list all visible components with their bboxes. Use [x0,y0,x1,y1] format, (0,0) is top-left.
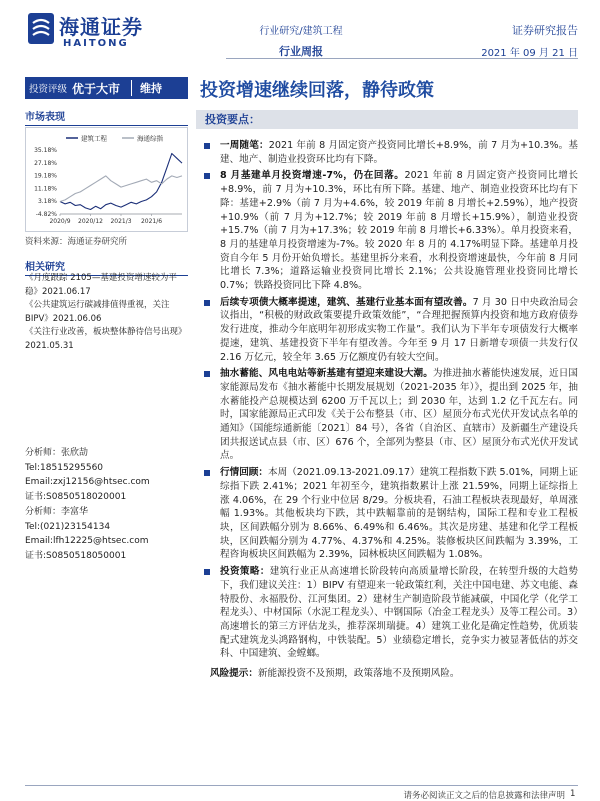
key-point-item [196,367,578,463]
related-research-heading: 相关研究 [25,258,188,276]
key-point-item [196,296,578,365]
key-points-heading: 投资要点： [196,110,578,129]
logo-chinese-text: 海通证券 [59,15,143,39]
key-point-body: 2021 年前 8 月固定资产投资同比增长+8.9%，前 7 月为+10.3%。基建、地产、制造业投资环比均有下降。 [220,140,578,165]
analyst-tel: Tel:18515295560 [25,462,104,473]
analyst-email[interactable]: Email:zxj12156@htsec.com [25,477,150,488]
report-date: 2021 年 09 月 21 日 [481,48,578,59]
rating-action: 维持 [131,80,162,96]
bullet-square-icon [204,371,210,377]
related-item[interactable]: 《关注行业改善，板块整体静待信号出现》2021.05.31 [25,327,187,351]
analyst-name: 分析师：李富华 [25,506,89,517]
legend-label-1: 建筑工程 [81,134,107,143]
y-tick-label: 3.18% [37,198,57,206]
x-tick-label: 2020/12 [78,218,103,225]
y-tick-label: 35.18% [34,147,57,154]
report-title: 投资增速继续回落，静待政策 [200,80,434,101]
key-point-body: 为推进抽水蓄能快速发展，近日国家能源局发布《抽水蓄能中长期发展规划（2021-2035 年）》，提出到 2025 年，抽水蓄能投产总规模达到 6200 万千瓦以上；到 2030 年，达到 1.2 亿千瓦左右。同时，国家能源局正式印发《关于公布整县（市、区）屋顶分布式光伏开发试点名单的通知》（国能综通新能〔2021〕84 号），各省（自治区、直辖市）及新疆生产建设兵团共报送试点县（市、区）676 个，全部列为整县（市、区）屋顶分布式光伏开发试点。 [220,368,579,462]
rating-banner [25,77,188,99]
y-tick-label: -4.82% [35,211,57,218]
related-research-list [25,272,188,353]
report-type: 行业周报 [279,45,323,58]
bullet-square-icon [204,300,210,306]
key-point-item [196,565,578,661]
analyst-cert: 证书:S0850518020001 [25,492,127,503]
key-point-body: 7 月 30 日中央政治局会议指出，“积极的财政政策要提升政策效能”，“合理把握预算内投资和地方政府债券发行进度，推动今年底明年初形成实物工作量”。我们认为下半年专项债发行大概率提速，建筑、基建投资下半年有望改善。今年至 9 月 17 日新增专项债一共发行仅 2.16 万亿元，较全年 3.65 万亿额度仍有较大空间。 [220,296,578,363]
risk-lead: 风险提示： [210,668,258,680]
page-number: 1 [570,789,576,799]
related-item[interactable]: 《公共建筑运行碳减排值得重视，关注 BIPV》2021.06.06 [25,300,170,324]
analyst-cert: 证书:S0850518050001 [25,550,127,561]
legend-label-2: 海通综指 [137,134,163,143]
haitong-logo [28,10,143,54]
series-line-2 [60,176,182,202]
y-tick-label: 27.18% [34,159,57,167]
analyst-email[interactable]: Email:lfh12225@htsec.com [25,536,149,547]
footer-disclaimer: 请务必阅读正文之后的信息披露和法律声明 [403,791,565,801]
key-point-lead: 投资策略： [220,566,270,578]
key-point-lead: 行情回顾： [220,467,268,479]
key-point-body: 本周（2021.09.13-2021.09.17）建筑工程指数下跌 5.01%，同期上证综指下跌 2.41%；2021 年初至今，建筑指数累计上涨 21.59%，同期上证综指上涨 4.06%，在 29 个行业中位居 8/29。分板块看，石油工程板块表现最好，单周涨幅 1.93%。其他板块均下跌，其中跌幅靠前的是钢结构，国际工程和专业工程板块，区间跌幅分别为 8.66%、6.49%和 6.46%。其次是房建、基建和化学工程板块，区间跌幅分别为 4.77%、4.37%和 4.25%。装修板块区间跌幅为 3.39%，工程咨询板块区间跌幅为 2.39%，园林板块区间跌幅为 1.08%。 [220,467,579,561]
key-point-lead: 后续专项债大概率提速，建筑、基建行业基本面有望改善。 [220,296,473,308]
related-item[interactable]: 《月度跟踪 2105—基建投资增速较为平稳》2021.06.17 [25,273,177,297]
bullet-square-icon [204,173,210,179]
bullet-square-icon [204,143,210,149]
analyst-contacts [25,446,188,564]
logo-english-text: HAITONG [63,38,129,49]
key-point-body: 2021 年前 8 月固定资产投资同比增长+8.9%，前 7 月为+10.3%，环比有所下降。基建、地产、制造业投资环比均有下降：基建+2.9%（前 7 月为+4.6%，较 2019 年前 8 月增长+2.59%），地产投资+10.9%（前 7 月为+12.7%；较 2019 年前 8 月增长+15.9%），制造业投资+15.7%（前 7 月为+17.3%；较 2019 年前 8 月增长+6.33%）。单月投资来看，8 月的基建单月投资增速为-7%。较 2020 年 8 月的 4.17%明显下降。基建单月投资自今年 5 月份开始负增长。基建里拆分来看，水利投资增速最快，今年前 8 月同比增长 7.3%；道路运输业投资同比增长 2.1%；公共设施管理业投资同比增长 0.7%；铁路投资同比下降 4.8%。 [220,170,578,292]
report-meta-block [470,22,578,59]
key-point-item [196,466,578,562]
analyst-tel: Tel:(021)23154134 [25,521,111,532]
key-point-item [196,169,578,292]
key-points-list [196,139,578,681]
x-tick-label: 2021/6 [140,218,163,225]
key-point-item [196,139,578,166]
chart-svg [26,128,187,231]
key-point-lead: 8 月基建单月投资增速-7%，仍在回落。 [220,170,405,182]
y-tick-label: 19.18% [34,172,57,180]
report-label: 证券研究报告 [512,24,578,37]
rating-label: 投资评级 [29,84,68,95]
chart-source: 资料来源：海通证券研究所 [25,237,128,247]
x-tick-label: 2021/3 [110,218,132,225]
bullet-square-icon [204,569,210,575]
analyst-name: 分析师：张欣劼 [25,448,89,458]
risk-warning [196,667,578,681]
rating-value: 优于大市 [72,81,121,96]
footer-divider [25,785,578,786]
report-category: 行业研究/建筑工程 [259,26,343,37]
risk-body: 新能源投资不及预期，政策落地不及预期风险。 [257,668,460,680]
key-point-lead: 抽水蓄能、风电电站等新基建有望迎来建设大潮。 [220,368,433,380]
market-performance-heading: 市场表现 [25,108,188,126]
key-point-body: 建筑行业正从高速增长阶段转向高质量增长阶段，在转型升级的大趋势下，我们建议关注：1）BIPV 有望迎来一轮政策红利，关注中国电建、苏文电能、森特股份、永福股份、江河集团。2）建材生产制造阶段节能减碳，中国化学（化学工程龙头）、中材国际（水泥工程龙头）、中钢国际（冶金工程龙头）及等工程公司。3）高速增长的第三方评估龙头，推荐深圳瑞捷。4）建筑工业化是确定性趋势，优质装配式建筑龙头鸿路钢构，中铁装配。5）业绩稳定增长，竞争实力被显著低估的苏交科、中国建筑、金螳螂。 [220,566,579,660]
haitong-emblem-icon [28,13,54,44]
key-point-lead: 一周随笔： [220,140,269,151]
bullet-square-icon [204,470,210,476]
market-performance-chart [25,127,188,232]
x-tick-label: 2020/9 [49,218,71,225]
y-tick-label: 11.18% [34,185,57,193]
report-category-block [226,22,376,59]
